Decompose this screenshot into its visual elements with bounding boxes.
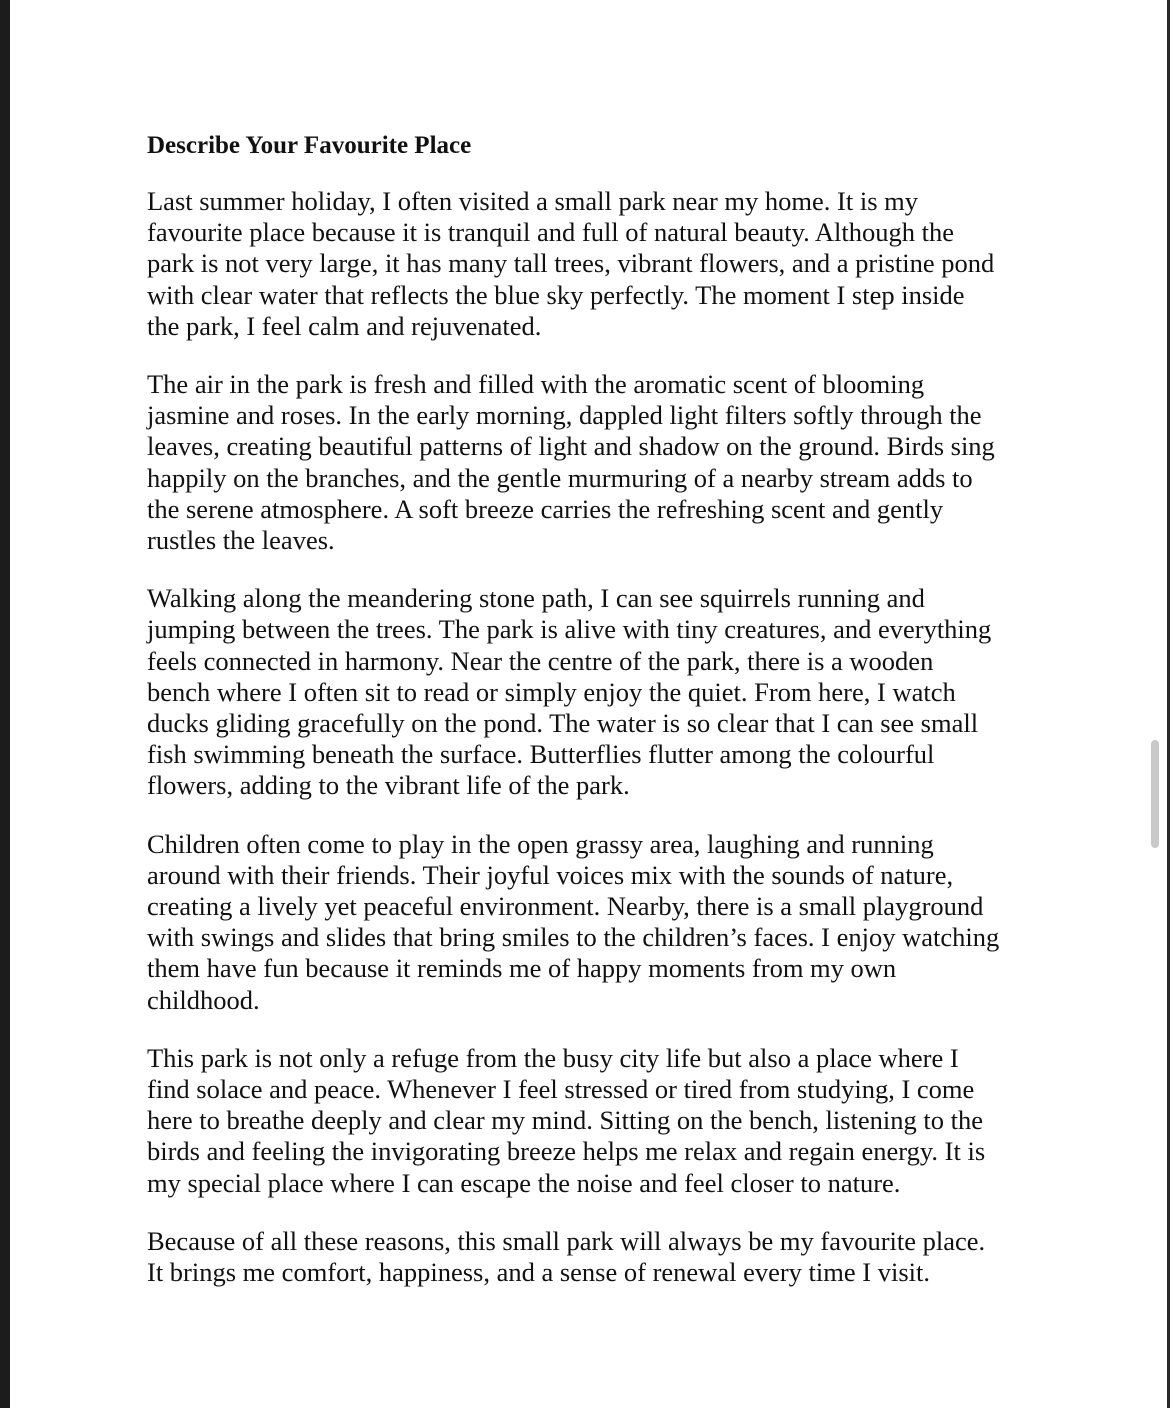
paragraph-3: Walking along the meandering stone path, I can see squirrels running and jumping between the trees. The park is alive with tiny creatures, and everything feels connected in harmony. Near the centre of the park, there is a wooden bench where I often sit to read or simply enjoy the quiet. From here, I watch ducks gliding gracefully on the pond. The water is so clear that I can see small fish swimming beneath the surface. Butterflies flutter among the colourful flowers, adding to the vibrant life of the park. xyxy=(147,583,992,801)
window-edge-left xyxy=(0,0,10,1408)
paragraph-2: The air in the park is fresh and filled with the aromatic scent of blooming jasmine and roses. In the early morning, dappled light filters softly through the leaves, creating beautiful patterns of light and shadow on the ground. Birds sing happily on the branches, and the gentle murmuring of a nearby stream adds to the serene atmosphere. A soft breeze carries the refreshing scent and gently rustles the leaves. xyxy=(147,369,995,556)
paragraph-5: This park is not only a refuge from the busy city life but also a place where I find solace and peace. Whenever I feel stressed or tired from studying, I come here to breathe deeply and clear my mind. Sitting on the bench, listening to the birds and feeling the invigorating breeze helps me relax and regain energy. It is my special place where I can escape the noise and feel closer to nature. xyxy=(147,1042,986,1198)
paragraph-1: Last summer holiday, I often visited a small park near my home. It is my favourite place because it is tranquil and full of natural beauty. Although the park is not very large, it has many tall trees, vibrant flowers, and a pristine pond with clear water that reflects the blue sky perfectly. The moment I step inside the park, I feel calm and rejuvenated. xyxy=(147,186,995,341)
paragraph-4: Children often come to play in the open grassy area, laughing and running around with their friends. Their joyful voices mix with the sounds of nature, creating a lively yet peaceful environment. Nearby, there is a small playground with swings and slides that bring smiles to the children’s faces. I enjoy watching them have fun because it reminds me of happy moments from my own childhood. xyxy=(147,828,1000,1015)
vertical-scrollbar-thumb[interactable] xyxy=(1151,740,1159,848)
paragraph-6: Because of all these reasons, this small park will always be my favourite place. It brings me comfort, happiness, and a sense of renewal every time I visit. xyxy=(147,1225,986,1288)
document-title: Describe Your Favourite Place xyxy=(147,132,472,159)
document-page xyxy=(10,0,1167,1408)
document-body xyxy=(147,128,1047,1315)
